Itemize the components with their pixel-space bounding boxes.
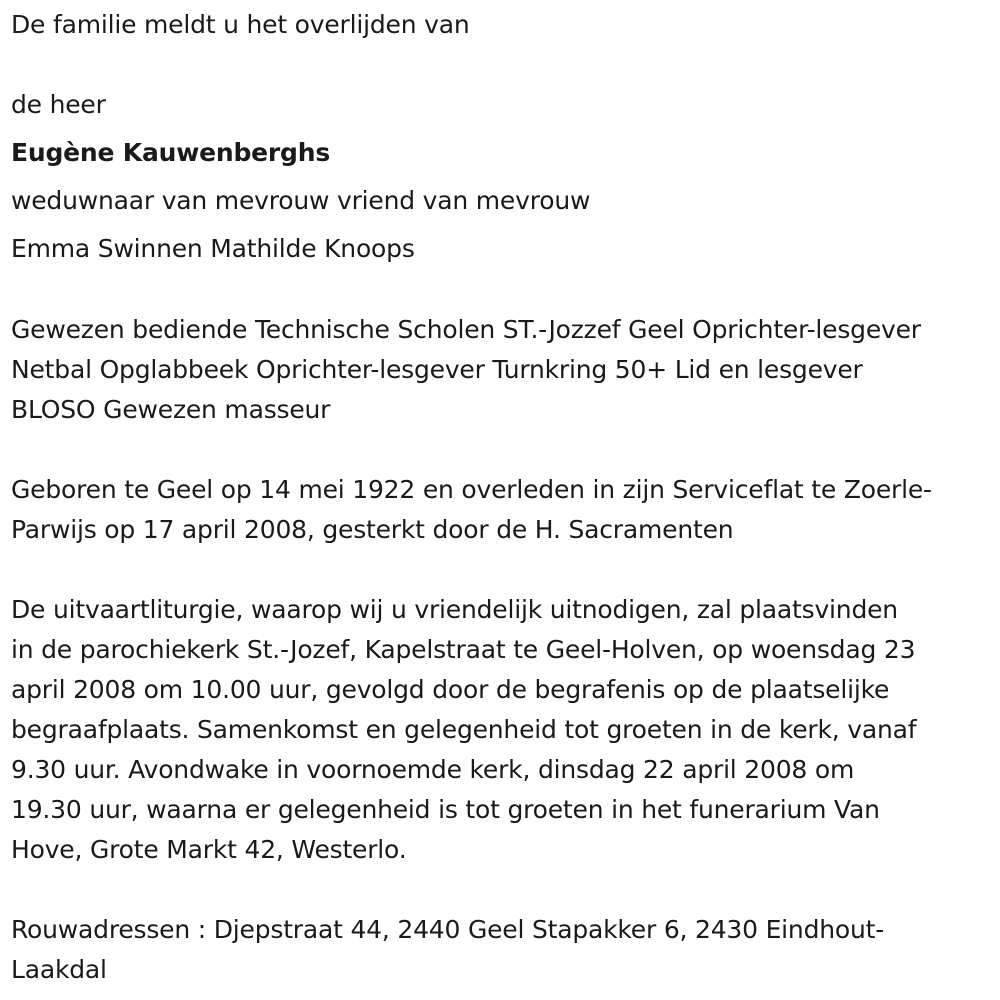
partners-line: Emma Swinnen Mathilde Knoops [11,234,415,263]
funeral-line: in de parochiekerk St.-Jozef, Kapelstraat te Geel-Holven, op woensdag 23 [11,635,916,664]
funeral-line: begraafplaats. Samenkomst en gelegenheid tot groeten in de kerk, vanaf [11,715,917,744]
address-line: Laakdal [11,955,107,984]
honorific: de heer [11,90,106,119]
birth-death-line: Parwijs op 17 april 2008, gesterkt door de H. Sacramenten [11,515,734,544]
funeral-line: 19.30 uur, waarna er gelegenheid is tot groeten in het funerarium Van [11,795,880,824]
funeral-line: april 2008 om 10.00 uur, gevolgd door de begrafenis op de plaatselijke [11,675,890,704]
deceased-name: Eugène Kauwenberghs [11,138,331,167]
career-line: BLOSO Gewezen masseur [11,395,331,424]
address-line: Rouwadressen : Djepstraat 44, 2440 Geel Stapakker 6, 2430 Eindhout- [11,915,885,944]
birth-death-line: Geboren te Geel op 14 mei 1922 en overleden in zijn Serviceflat te Zoerle- [11,475,932,504]
funeral-line: De uitvaartliturgie, waarop wij u vriendelijk uitnodigen, zal plaatsvinden [11,595,898,624]
funeral-line: Hove, Grote Markt 42, Westerlo. [11,835,407,864]
intro-text: De familie meldt u het overlijden van [11,10,470,39]
relation-line: weduwnaar van mevrouw vriend van mevrouw [11,186,591,215]
career-line: Gewezen bediende Technische Scholen ST.-Jozzef Geel Oprichter-lesgever [11,315,921,344]
funeral-line: 9.30 uur. Avondwake in voornoemde kerk, dinsdag 22 april 2008 om [11,755,855,784]
career-line: Netbal Opglabbeek Oprichter-lesgever Turnkring 50+ Lid en lesgever [11,355,863,384]
